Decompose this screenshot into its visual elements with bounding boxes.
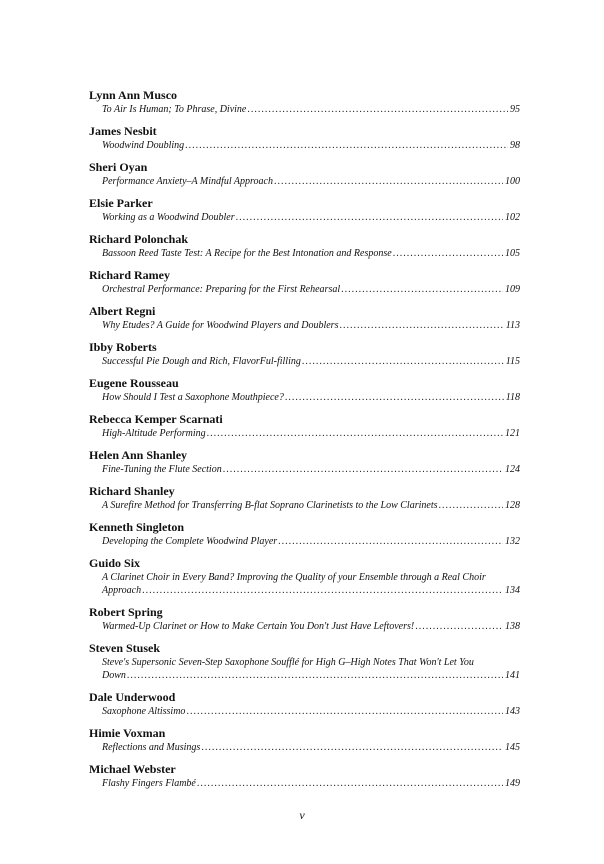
article-title: Developing the Complete Woodwind Player	[102, 536, 278, 547]
dot-leader	[393, 247, 503, 260]
toc-entry	[89, 304, 520, 332]
dot-leader	[142, 584, 503, 597]
author-name: Michael Webster	[89, 762, 176, 776]
page-number: 138	[505, 621, 520, 632]
author-name: James Nesbit	[89, 124, 157, 138]
article-title: High-Altitude Performing	[102, 428, 206, 439]
dot-leader	[274, 175, 503, 188]
toc-entry	[89, 726, 520, 754]
page-number: 109	[505, 284, 520, 295]
author-name: Richard Shanley	[89, 484, 175, 498]
toc-entry	[89, 268, 520, 296]
article-line	[102, 741, 520, 754]
toc-entry	[89, 412, 520, 440]
page-number: 105	[505, 248, 520, 259]
toc-entry	[89, 605, 520, 633]
article-title: Flashy Fingers Flambé	[102, 778, 196, 789]
author-name: Eugene Rousseau	[89, 376, 179, 390]
article-title: Orchestral Performance: Preparing for the First Rehearsal	[102, 284, 341, 295]
page-number: 98	[510, 140, 520, 151]
article-line	[102, 175, 520, 188]
article-line	[102, 535, 520, 548]
page-number: 128	[505, 500, 520, 511]
author-name: Richard Ramey	[89, 268, 170, 282]
article-line	[102, 139, 520, 152]
page-number: 118	[505, 392, 520, 403]
table-of-contents	[89, 88, 520, 798]
toc-entry	[89, 448, 520, 476]
article-title: Reflections and Musings	[102, 742, 201, 753]
article-line	[102, 620, 520, 633]
author-name: Dale Underwood	[89, 690, 176, 704]
toc-entry	[89, 520, 520, 548]
article-line	[102, 103, 520, 116]
dot-leader	[278, 535, 503, 548]
article-line	[102, 584, 520, 597]
dot-leader	[201, 741, 503, 754]
author-name: Richard Polonchak	[89, 232, 189, 246]
article-title: How Should I Test a Saxophone Mouthpiece?	[102, 392, 284, 403]
author-name: Ibby Roberts	[89, 340, 157, 354]
article-line	[102, 211, 520, 224]
page-number: 134	[505, 585, 520, 596]
page-number: 115	[505, 356, 520, 367]
article-title: Bassoon Reed Taste Test: A Recipe for the Best Intonation and Response	[102, 248, 392, 259]
dot-leader	[415, 620, 503, 633]
author-name: Guido Six	[89, 556, 141, 570]
author-name: Rebecca Kemper Scarnati	[89, 412, 223, 426]
toc-entry	[89, 641, 520, 682]
article-title-first-line: Steve's Supersonic Seven-Step Saxophone Soufflé for High G–High Notes That Won't Let You	[102, 657, 474, 668]
article-title: To Air Is Human; To Phrase, Divine	[102, 104, 247, 115]
page-number: 113	[505, 320, 520, 331]
article-title: Successful Pie Dough and Rich, FlavorFul-filling	[102, 356, 301, 367]
toc-entry	[89, 88, 520, 116]
toc-entry	[89, 340, 520, 368]
article-title: Saxophone Altissimo	[102, 706, 186, 717]
article-title: A Surefire Method for Transferring B-flat Soprano Clarinetists to the Low Clarinets	[102, 500, 438, 511]
dot-leader	[207, 427, 503, 440]
author-name: Kenneth Singleton	[89, 520, 185, 534]
dot-leader	[197, 777, 503, 790]
toc-entry	[89, 690, 520, 718]
article-line	[102, 463, 520, 476]
toc-entry	[89, 376, 520, 404]
dot-leader	[285, 391, 504, 404]
article-line	[102, 355, 520, 368]
article-line	[102, 499, 520, 512]
author-name: Sheri Oyan	[89, 160, 148, 174]
article-title: Performance Anxiety–A Mindful Approach	[102, 176, 273, 187]
author-name: Albert Regni	[89, 304, 156, 318]
page-number: 145	[505, 742, 520, 753]
toc-entry	[89, 124, 520, 152]
article-line	[102, 669, 520, 682]
page-number: 95	[510, 104, 520, 115]
author-name: Helen Ann Shanley	[89, 448, 188, 462]
author-name: Lynn Ann Musco	[89, 88, 178, 102]
page-number: 124	[505, 464, 520, 475]
article-title: Approach	[102, 585, 142, 596]
page-number: 121	[505, 428, 520, 439]
toc-entry	[89, 484, 520, 512]
dot-leader	[236, 211, 503, 224]
author-name: Robert Spring	[89, 605, 163, 619]
author-name: Himie Voxman	[89, 726, 166, 740]
author-name: Elsie Parker	[89, 196, 153, 210]
dot-leader	[339, 319, 503, 332]
folio-page-number: v	[299, 808, 305, 822]
dot-leader	[341, 283, 503, 296]
article-line	[102, 391, 520, 404]
toc-entry	[89, 196, 520, 224]
toc-entry	[89, 232, 520, 260]
toc-entry	[89, 762, 520, 790]
article-title: Warmed-Up Clarinet or How to Make Certain You Don't Just Have Leftovers!	[102, 621, 415, 632]
dot-leader	[302, 355, 504, 368]
dot-leader	[223, 463, 503, 476]
article-title: Down	[102, 670, 126, 681]
toc-entry	[89, 160, 520, 188]
article-line	[102, 427, 520, 440]
dot-leader	[247, 103, 508, 116]
article-title: Woodwind Doubling	[102, 140, 185, 151]
author-name: Steven Stusek	[89, 641, 161, 655]
page-number: 143	[505, 706, 520, 717]
article-line	[102, 777, 520, 790]
article-title: Fine-Tuning the Flute Section	[102, 464, 222, 475]
article-title: Working as a Woodwind Doubler	[102, 212, 235, 223]
dot-leader	[438, 499, 503, 512]
page-number: 149	[505, 778, 520, 789]
article-line	[102, 705, 520, 718]
article-line	[102, 247, 520, 260]
dot-leader	[127, 669, 503, 682]
article-line	[102, 319, 520, 332]
dot-leader	[186, 705, 503, 718]
article-line	[102, 283, 520, 296]
dot-leader	[185, 139, 508, 152]
page-number: 100	[505, 176, 520, 187]
toc-entry	[89, 556, 520, 597]
page-number: 141	[505, 670, 520, 681]
article-title-first-line: A Clarinet Choir in Every Band? Improving the Quality of your Ensemble through a Real Choir	[102, 572, 486, 583]
page-number: 132	[505, 536, 520, 547]
page-number: 102	[505, 212, 520, 223]
article-title: Why Etudes? A Guide for Woodwind Players and Doublers	[102, 320, 339, 331]
